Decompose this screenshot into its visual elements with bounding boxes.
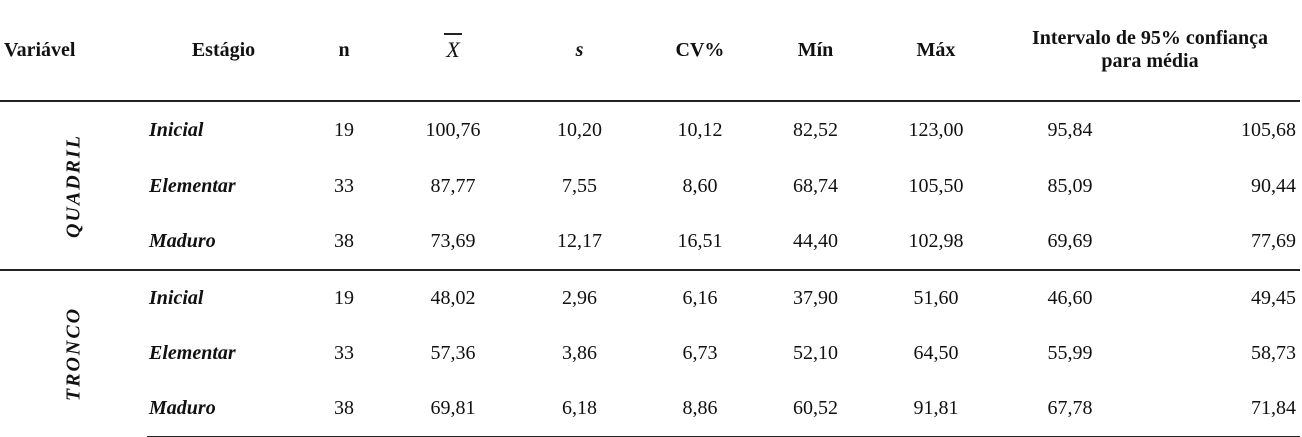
cv-cell: 6,73: [682, 342, 718, 364]
ci-low-cell: 67,78: [1000, 381, 1140, 437]
n-cell: 38: [334, 230, 354, 252]
std-cell: 6,18: [518, 381, 641, 437]
max-cell: 91,81: [872, 381, 1000, 437]
ci-high-cell: 58,73: [1251, 342, 1296, 364]
group-label: TRONCO: [62, 306, 84, 401]
min-cell: 68,74: [793, 175, 838, 197]
group-label: QUADRIL: [62, 133, 84, 238]
std-cell: 10,20: [557, 119, 602, 141]
table-row: [0, 381, 1300, 437]
max-cell: 64,50: [913, 342, 959, 364]
min-cell: 44,40: [793, 230, 838, 252]
n-cell: 19: [334, 119, 354, 141]
stage-cell: Elementar: [149, 342, 236, 364]
mean-cell: 48,02: [430, 287, 476, 309]
min-cell: 37,90: [793, 287, 838, 309]
ci-high-cell: 77,69: [1251, 230, 1296, 252]
stage-cell: Elementar: [149, 175, 236, 197]
header-ci-text: Intervalo de 95% confiança para média: [1031, 27, 1269, 72]
max-cell: 123,00: [908, 119, 964, 141]
table-row: [0, 326, 1300, 381]
mean-symbol: X: [444, 33, 461, 62]
group-label-cell: [0, 270, 147, 437]
mean-cell: 69,81: [388, 381, 518, 437]
n-cell: 38: [300, 381, 388, 437]
std-cell: 12,17: [557, 230, 602, 252]
header-min: Mín: [797, 38, 834, 61]
table-row: [0, 101, 1300, 159]
n-cell: 19: [334, 287, 354, 309]
ci-high-cell: 71,84: [1140, 381, 1300, 437]
header-std-dev: s: [575, 38, 584, 61]
ci-low-cell: 69,69: [1047, 230, 1093, 252]
max-cell: 51,60: [913, 287, 959, 309]
ci-low-cell: 55,99: [1047, 342, 1093, 364]
header-cv: CV%: [675, 38, 725, 61]
ci-low-cell: 95,84: [1047, 119, 1093, 141]
group-quadril: [0, 101, 1300, 270]
ci-low-cell: 46,60: [1047, 287, 1093, 309]
mean-cell: 100,76: [425, 119, 481, 141]
ci-high-cell: 90,44: [1251, 175, 1296, 197]
n-cell: 33: [334, 175, 354, 197]
std-cell: 3,86: [562, 342, 597, 364]
std-cell: 2,96: [562, 287, 597, 309]
header-confidence-interval: [1000, 0, 1300, 101]
min-cell: 52,10: [793, 342, 838, 364]
max-cell: 102,98: [908, 230, 964, 252]
mean-cell: 73,69: [430, 230, 476, 252]
cv-cell: 8,60: [682, 175, 718, 197]
header-row: [0, 0, 1300, 101]
cv-cell: 6,16: [682, 287, 718, 309]
stage-cell: Inicial: [149, 119, 204, 141]
mean-cell: 87,77: [430, 175, 476, 197]
group-tronco: [0, 270, 1300, 437]
header-mean: [388, 0, 518, 101]
ci-low-cell: 85,09: [1047, 175, 1093, 197]
std-cell: 7,55: [562, 175, 597, 197]
group-label-cell: [0, 101, 147, 270]
stage-cell: Maduro: [147, 381, 300, 437]
stage-cell: Maduro: [149, 230, 216, 252]
max-cell: 105,50: [908, 175, 964, 197]
table-row: [0, 270, 1300, 326]
cv-cell: 8,86: [641, 381, 759, 437]
header-estagio: Estágio: [191, 38, 256, 61]
cv-cell: 16,51: [677, 230, 723, 252]
min-cell: 60,52: [759, 381, 872, 437]
table-row: [0, 159, 1300, 214]
header-max: Máx: [916, 38, 956, 61]
table-row: [0, 214, 1300, 270]
cv-cell: 10,12: [677, 119, 723, 141]
n-cell: 33: [334, 342, 354, 364]
ci-high-cell: 105,68: [1241, 119, 1296, 141]
min-cell: 82,52: [793, 119, 838, 141]
ci-high-cell: 49,45: [1251, 287, 1296, 309]
header-variavel: Variável: [4, 38, 76, 61]
header-n: n: [338, 38, 350, 61]
stage-cell: Inicial: [149, 287, 204, 309]
mean-cell: 57,36: [430, 342, 476, 364]
